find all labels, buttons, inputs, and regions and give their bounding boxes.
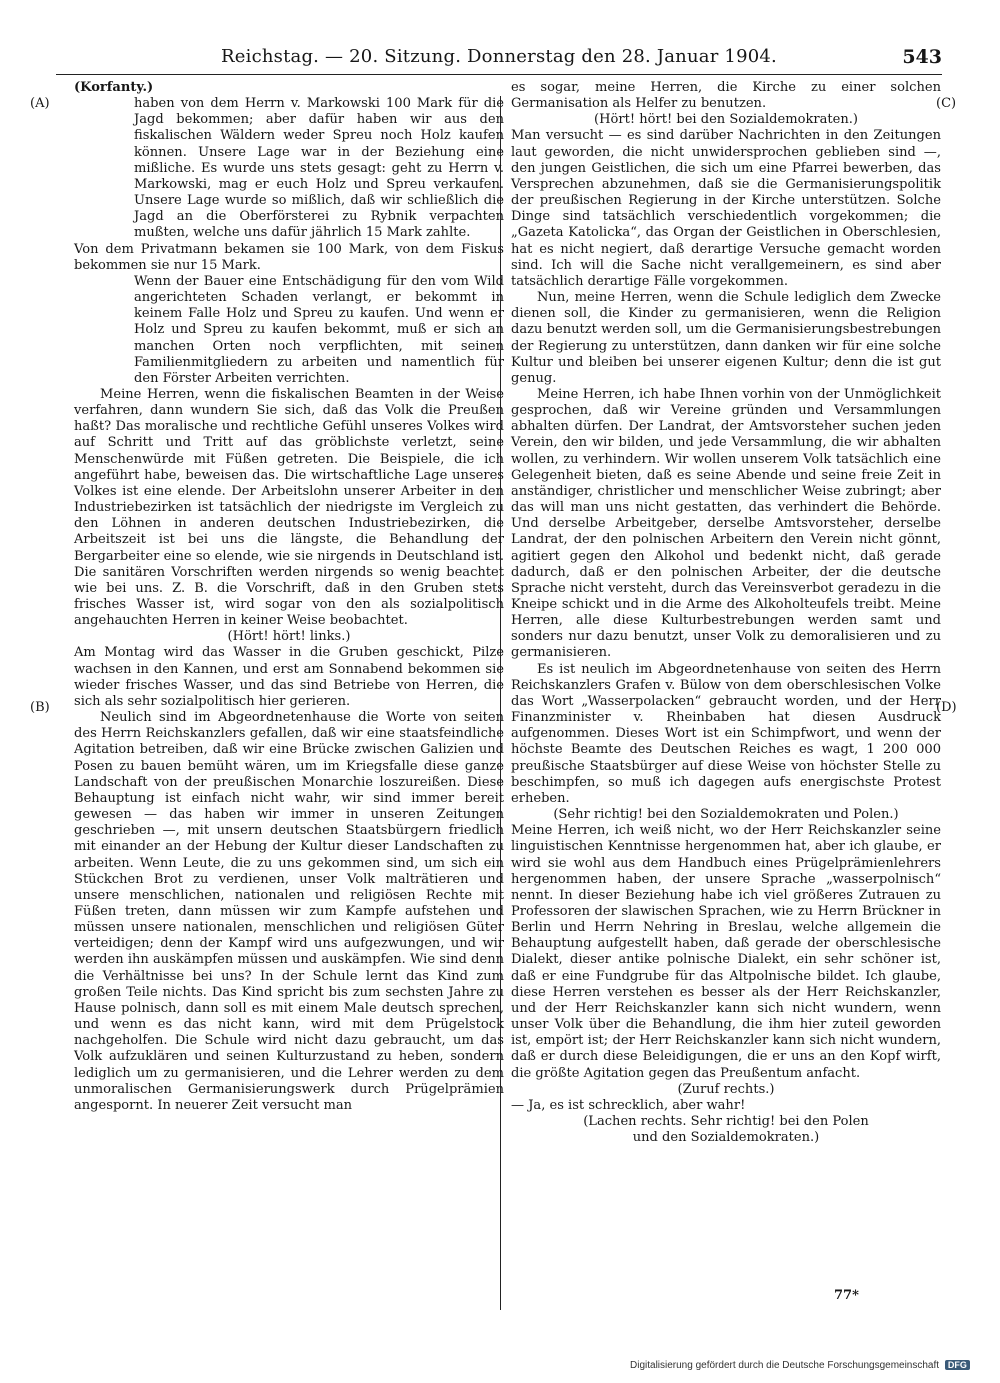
interjection: (Sehr richtig! bei den Sozialdemokraten und Polen.) [553,807,899,823]
paragraph: Neulich sind im Abgeordnetenhause die Worte von seiten des Herrn Reichskanzlers gefallen, daß wir eine staatsfeindliche Agitation betreiben, daß wir eine Brücke zwischen Galizien und Posen zu bauen bemüht wären, um im Kriegsfalle diese ganze Landschaft von der preußischen Monarchie loszureißen. Diese Behauptung ist einfach nicht wahr, wir sind immer bereit gewesen — das haben wir immer in unseren Zeitungen geschrieben —, mit unsern deutschen Staatsbürgern friedlich mit einander an der Hebung der Kultur dieser Landschaften zu arbeiten. Wenn Leute, die zu uns gekommen sind, um sich ein Stückchen Brot zu verdienen, unser Volk malträtieren und unsere menschlichen, nationalen und religiösen Rechte mit Füßen treten, dann müssen wir zum Kampfe aufstehen und müssen unsere nationalen, menschlichen und religiösen Güter verteidigen; denn der Kampf wird uns aufgezwungen, und wir werden ihn auskämpfen müssen und auskämpfen. Wie sind denn die Verhältnisse bei uns? In der Schule lernt das Kind zum großen Teile nichts. Das Kind spricht bis zum sechsten Jahre zu Hause polnisch, dann soll es mit einem Male deutsch sprechen, und wenn es das nicht kann, wird mit dem Prügelstock nachgeholfen. Die Schule wird nicht dazu gebraucht, um das Volk aufzuklären und seinen Kulturzustand zu heben, sondern lediglich um zu germanisieren, und die Lehrer werden zu dem unmoralischen Germanisierungswerk durch Prügelprämien angespornt. In neuerer Zeit versucht man [74,710,504,1113]
paragraph: Nun, meine Herren, wenn die Schule lediglich dem Zwecke dienen soll, die Kinder zu germanisieren, wenn die Religion dazu benutzt werden soll, um die Germanisierungsbestrebungen der Regierung zu unterstützen, dann danken wir für eine solche Kultur und bleiben bei unserer eigenen Kultur; denn die ist gut genug. [511,290,941,386]
credit-text: Digitalisierung gefördert durch die Deutsche Forschungsgemeinschaft [630,1360,940,1371]
paragraph: Man versucht — es sind darüber Nachrichten in den Zeitungen laut geworden, die nicht unwidersprochen geblieben sind —, den jungen Geistlichen, die sich um eine Pfarrei bewerben, das Versprechen abzunehmen, daß sie die Germanisierungspolitik der preußischen Regierung in der Kirche unterstützen. Solche Dinge sind tatsächlich verschiedentlich vorgekommen; die „Gazeta Katolicka“, das Organ der Geistlichen in Oberschlesien, hat es nicht negiert, daß derartige Versuche gemacht worden sind. Ich will die Sache nicht verallgemeinern, es sind aber tatsächlich derartige Fälle vorgekommen. [511,128,941,289]
paragraph: haben von dem Herrn v. Markowski 100 Mark für die Jagd bekommen; aber dafür haben wir aus den fiskalischen Wäldern weder Spreu noch Holz kaufen können. Unsere Lage war in der Beziehung eine mißliche. Es wurde uns stets gesagt: geht zu Herrn v. Markowski, mag er euch Holz und Spreu verkaufen. Unsere Lage wurde so mißlich, daß wir schließlich die Jagd an die Oberförsterei zu Rybnik verpachten mußten, welche uns dafür jährlich 15 Mark zahlte. [134,96,504,241]
interjection: (Hört! hört! bei den Sozialdemokraten.) [594,112,858,128]
margin-mark-b: (B) [30,700,50,715]
running-header [56,44,942,75]
page-number: 543 [902,46,942,68]
interjection: (Hört! hört! links.) [227,629,351,645]
speaker-label: (Korfanty.) [74,80,154,95]
digitization-credit [630,1360,985,1374]
paragraph: es sogar, meine Herren, die Kirche zu einer solchen Germanisation als Helfer zu benutzen. [511,80,941,112]
signature-mark: 77* [834,1288,859,1303]
right-column [511,80,941,1146]
margin-mark-a: (A) [30,96,50,111]
paragraph: Es ist neulich im Abgeordnetenhause von seiten des Herrn Reichskanzlers Grafen v. Bülow von dem oberschlesischen Volke das Wort „Wasserpolacken“ gebraucht worden, und der Herr Finanzminister v. Rheinbaben hat diesen Ausdruck aufgenommen. Dieses Wort ist ein Schimpfwort, und wenn der höchste Beamte des Deutschen Reiches es wagt, 1 200 000 preußische Staatsbürger auf diese Weise von höchster Stelle zu beschimpfen, so muß ich dagegen aufs energischste Protest erheben. [511,661,941,806]
interjection: (Lachen rechts. Sehr richtig! bei den Polen [583,1114,869,1129]
paragraph: — Ja, es ist schrecklich, aber wahr! [511,1097,746,1113]
paragraph: Meine Herren, ich habe Ihnen vorhin von der Unmöglichkeit gesprochen, daß wir Vereine gründen und Versammlungen abhalten dürfen. Der Landrat, der Amtsvorsteher suchen jeden Verein, den wir bilden, und jede Versammlung, die wir abhalten wollen, zu verhindern. Wir wollen unserem Volk tatsächlich eine Gelegenheit bieten, daß es seine Abende und seine freie Zeit in anständiger, christlicher und menschlicher Weise zubringt; aber das will man uns nicht gestatten, das verhindert die Behörde. Und derselbe Arbeitgeber, derselbe Amtsvorsteher, derselbe Landrat, der den polnischen Arbeitern den Verein nicht gönnt, agitiert gegen den Alkohol und bedenkt nicht, daß gerade dadurch, daß er den polnischen Arbeiter, der die deutsche Sprache nicht versteht, durch das Vereinsverbot geradezu in die Kneipe schickt und in die Arme des Alkoholteufels treibt. Meine Herren, alle diese Kulturbestrebungen werden samt und sonders nur dazu benutzt, unser Volk zu demoralisieren und zu germanisieren. [511,386,941,661]
paragraph: Meine Herren, ich weiß nicht, wo der Herr Reichskanzler seine linguistischen Kenntnisse hergenommen hat, aber ich glaube, er wird sie wohl aus dem Handbuch eines Prügelprämienlehrers hergenommen haben, der unsere Sprache „wasserpolnisch“ nennt. In dieser Beziehung habe ich viel größeres Zutrauen zu Professoren der slawischen Sprachen, wie zu Herrn Brückner in Berlin und Herrn Nehring in Breslau, welche allgemein die Behauptung aufgestellt haben, daß gerade der oberschlesische Dialekt, dieser antike polnische Dialekt, ein sehr schöner ist, daß er eine Fundgrube für das Altpolnische bildet. Ich glaube, diese Herren verstehen es besser als der Herr Reichskanzler, und der Herr Reichskanzler kann sich nicht wundern, wenn unser Volk über die Behandlung, die ihm hier zuteil geworden ist, empört ist; der Herr Reichskanzler kann sich nicht wundern, daß er durch diese Beleidigungen, die er uns an den Kopf wirft, die größte Agitation gegen das Preußentum anfacht. [511,823,941,1081]
paragraph: Am Montag wird das Wasser in die Gruben geschickt, Pilze wachsen in den Kannen, und erst am Sonnabend bekommen sie wieder frisches Wasser, und das sind Betriebe von Herren, die sich als sehr sozialpolitisch hier gerieren. [74,645,504,709]
dfg-logo: DFG [945,1360,970,1370]
interjection: (Zuruf rechts.) [677,1081,775,1097]
paragraph: Meine Herren, wenn die fiskalischen Beamten in der Weise verfahren, dann wundern Sie sich, daß das Volk die Preußen haßt? Das moralische und rechtliche Gefühl unseres Volkes wird auf Schritt und Tritt auf das gröblichste verletzt, seine Menschenwürde mit Füßen getreten. Die Beispiele, die ich angeführt habe, beweisen das. Die wirtschaftliche Lage unseres Volkes ist eine elende. Der Arbeitslohn unserer Arbeiter in den Industriebezirken ist tatsächlich der niedrigste im Vergleich zu den Löhnen in anderen deutschen Industriebezirken, die Arbeitszeit ist bei uns die längste, die Behandlung der Bergarbeiter eine so elende, wie sie nirgends in Deutschland ist. Die sanitären Vorschriften werden nirgends so wenig beachtet wie bei uns. Z. B. die Vorschrift, daß in den Gruben stets frisches Wasser ist, wird sogar von den als sozialpolitisch angehauchten Herren in keiner Weise beobachtet. [74,386,504,629]
interjection: und den Sozialdemokraten.) [632,1130,820,1146]
margin-mark-d: (D) [936,700,957,715]
paragraph: Wenn der Bauer eine Entschädigung für den vom Wild angerichteten Schaden verlangt, er bekommt in keinem Falle Holz und Spreu zu kaufen. Und wenn er Holz und Spreu zu kaufen bekommt, muß er sich an manchen Orten noch verpflichten, mit seinen Familienmitgliedern zu arbeiten und namentlich für den Förster Arbeiten verrichten. [134,273,504,386]
left-column [74,80,504,1114]
header-title: Reichstag. — 20. Sitzung. Donnerstag den 28. Januar 1904. [221,46,777,67]
paragraph: Von dem Privatmann bekamen sie 100 Mark, von dem Fiskus bekommen sie nur 15 Mark. [74,241,504,273]
margin-mark-c: (C) [936,96,957,111]
